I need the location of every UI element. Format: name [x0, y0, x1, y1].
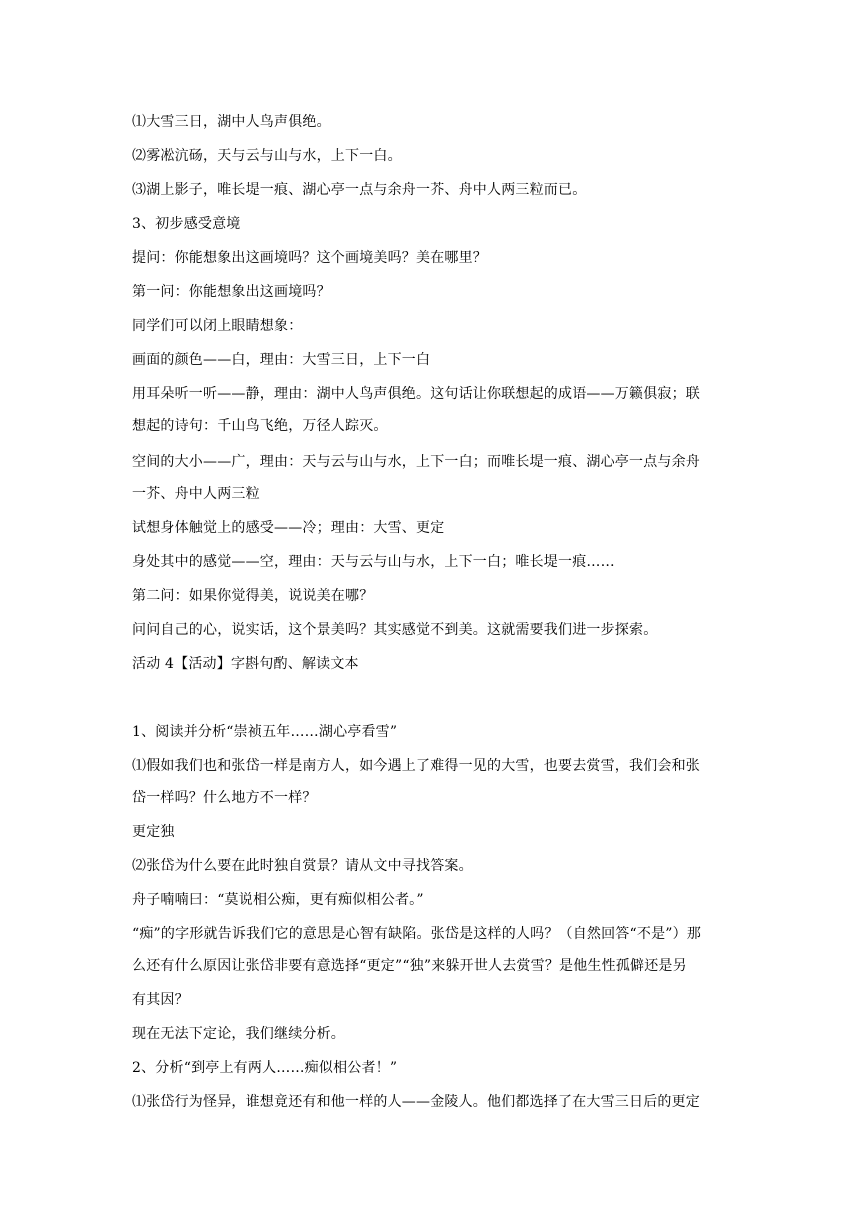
- text-line: 舟子喃喃曰：“莫说相公痴，更有痴似相公者。”: [132, 892, 424, 908]
- text-line: 试想身体触觉上的感受——冷；理由：大雪、更定: [132, 520, 445, 536]
- text-line: 空间的大小——广，理由：天与云与山与水，上下一白；而唯长堤一痕、湖心亭一点与余舟: [132, 454, 700, 470]
- text-line: 一芥、舟中人两三粒: [132, 486, 260, 502]
- section-heading: 1、阅读并分析“崇祯五年……湖心亭看雪”: [132, 724, 398, 740]
- text-line: 提问：你能想象出这画境吗？这个画境美吗？美在哪里？: [132, 250, 487, 266]
- text-line: 想起的诗句：千山鸟飞绝，万径人踪灭。: [132, 418, 388, 434]
- text-line: 同学们可以闭上眼睛想象：: [132, 318, 303, 334]
- text-line: 第一问：你能想象出这画境吗？: [132, 284, 331, 300]
- text-line: 第二问：如果你觉得美，说说美在哪？: [132, 588, 374, 604]
- text-line: ⑴张岱行为怪异，谁想竟还有和他一样的人——金陵人。他们都选择了在大雪三日后的更定: [132, 1094, 700, 1110]
- text-line: ⑵雾凇沆砀，天与云与山与水，上下一白。: [132, 148, 402, 164]
- section-heading: 3、初步感受意境: [132, 216, 241, 232]
- text-line: “痴”的字形就告诉我们它的意思是心智有缺陷。张岱是这样的人吗？（自然回答“不是”）那: [132, 926, 702, 942]
- text-line: 身处其中的感觉——空，理由：天与云与山与水，上下一白；唯长堤一痕……: [132, 554, 615, 570]
- text-line: 用耳朵听一听——静，理由：湖中人鸟声俱绝。这句话让你联想起的成语——万籁俱寂；联: [132, 386, 700, 402]
- text-line: 画面的颜色——白，理由：大雪三日，上下一白: [132, 352, 431, 368]
- text-line: ⑴大雪三日，湖中人鸟声俱绝。: [132, 114, 331, 130]
- text-line: 现在无法下定论，我们继续分析。: [132, 1026, 345, 1042]
- text-line: ⑵张岱为什么要在此时独自赏景？请从文中寻找答案。: [132, 858, 473, 874]
- text-line: ⑴假如我们也和张岱一样是南方人，如今遇上了难得一见的大雪，也要去赏雪，我们会和张: [132, 758, 700, 774]
- text-line: 岱一样吗？什么地方不一样？: [132, 790, 317, 806]
- text-line: ⑶湖上影子，唯长堤一痕、湖心亭一点与余舟一芥、舟中人两三粒而已。: [132, 182, 587, 198]
- section-heading: 2、分析“到亭上有两人……痴似相公者！”: [132, 1060, 398, 1076]
- text-line: 么还有什么原因让张岱非要有意选择“更定”“独”来躲开世人去赏雪？是他生性孤僻还是另: [132, 958, 687, 974]
- text-line: 问问自己的心，说实话，这个景美吗？其实感觉不到美。这就需要我们进一步探索。: [132, 622, 658, 638]
- activity-heading: 活动 4【活动】字斟句酌、解读文本: [132, 656, 359, 672]
- text-line: 更定独: [132, 824, 175, 840]
- text-line: 有其因？: [132, 992, 189, 1008]
